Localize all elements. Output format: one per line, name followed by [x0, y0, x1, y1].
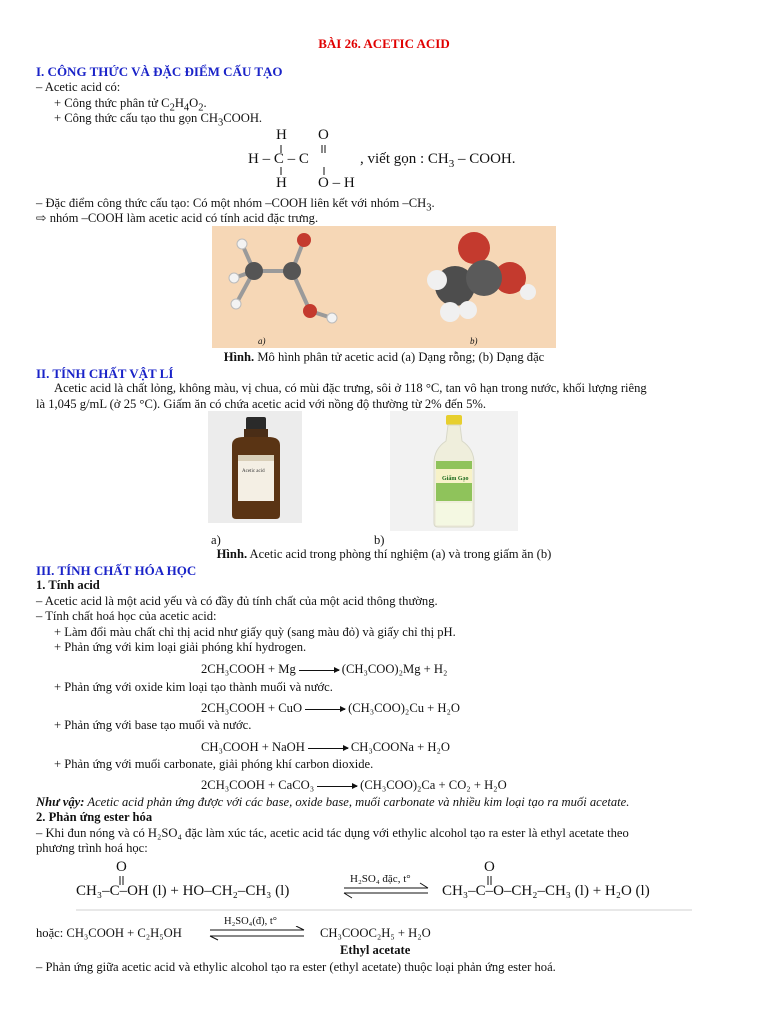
text-line: – Đặc điểm công thức cấu tạo: Có một nhóm –COOH liên kết với nhóm $-CH_3$.: [36, 196, 435, 214]
paragraph-line: Acetic acid là chất lỏng, không màu, vị chua, có mùi đặc trưng, sôi ở 118 °C, tan vô hạn trong nước, khối lượng riêng: [54, 381, 647, 395]
molecular-formula-line: + Công thức phân tử $C_2H_4O_2$.: [54, 96, 207, 114]
struct-o-top: O: [318, 127, 329, 143]
equation-3: CH₃COOH + NaOH CH₃COONa + H₂O: [201, 740, 450, 754]
figure-label-a: a): [211, 533, 221, 547]
lab-bottle-image: [208, 411, 302, 523]
subsection-heading: 2. Phản ứng ester hóa: [36, 810, 153, 824]
equation-4: 2CH₃COOH + CaCO₃ (CH₃COO)₂Ca + CO₂ + H₂O: [201, 778, 507, 792]
vinegar-bottle-illustration: [390, 411, 518, 531]
text-line: + Phản ứng với muối carbonate, giải phóng khí carbon dioxide.: [54, 757, 374, 771]
alt-products: CH₃COOC₂H₅ + H₂O: [320, 926, 431, 940]
struct-short: , viết gọn : $CH_3$ – COOH.: [360, 151, 516, 170]
text-line: – Acetic acid là một acid yếu và có đầy đủ tính chất của một acid thông thường.: [36, 594, 438, 608]
reactants: CH₃–C–OH (l) + HO–CH₂–CH₃ (l): [76, 883, 290, 899]
text-line: – Tính chất hoá học của acetic acid:: [36, 609, 217, 623]
text-line: – Acetic acid có:: [36, 80, 121, 94]
paragraph-line: phương trình hoá học:: [36, 841, 148, 855]
text-line: + Phản ứng với kim loại giải phóng khí hydrogen.: [54, 640, 307, 654]
figure-label-a: a): [258, 336, 266, 346]
conclusion-line: Như vậy: Acetic acid phản ứng được với các base, oxide base, muối carbonate và nhiều kim loại tạo ra muối acetate.: [36, 795, 630, 809]
struct-h-bot: H: [276, 175, 287, 191]
equation-1: 2CH₃COOH + Mg (CH₃COO)₂Mg + H₂: [201, 662, 448, 676]
vinegar-bottle-image: [390, 411, 518, 531]
products: CH₃–C–O–CH₂–CH₃ (l) + H₂O (l): [442, 883, 650, 899]
product-name: Ethyl acetate: [340, 943, 411, 957]
figure-caption: Hình. Acetic acid trong phòng thí nghiệm (a) và trong giấm ăn (b): [216, 547, 552, 561]
reaction-condition: H₂SO₄ đặc, t°: [350, 873, 411, 885]
subsection-heading: 1. Tính acid: [36, 578, 100, 592]
struct-oh: O – H: [318, 175, 355, 191]
struct-h-top: H: [276, 127, 287, 143]
figure-label-b: b): [470, 336, 478, 346]
alt-equilibrium-arrow: [208, 926, 308, 942]
condensed-formula-line: + Công thức cấu tạo thu gọn $CH_3COOH$.: [54, 111, 263, 129]
equation-2: 2CH₃COOH + CuO (CH₃COO)₂Cu + H₂O: [201, 701, 460, 715]
alt-condition: H₂SO₄(đ), t°: [224, 916, 277, 927]
page-title: BÀI 26. ACETIC ACID: [318, 36, 450, 51]
text-line: ⇨ nhóm –COOH làm acetic acid có tính acid đặc trưng.: [36, 211, 319, 225]
alt-reactants: hoặc: CH₃COOH + C₂H₅OH: [36, 926, 182, 940]
molecule-illustration: [212, 226, 556, 348]
text-line: + Phản ứng với oxide kim loại tạo thành muối và nước.: [54, 680, 333, 694]
lab-bottle-label: Acetic acid: [242, 469, 265, 474]
text-line: + Làm đổi màu chất chỉ thị acid như giấy quỳ (sang màu đỏ) và giấy chỉ thị pH.: [54, 625, 456, 639]
section-3-heading: III. TÍNH CHẤT HÓA HỌC: [36, 563, 197, 578]
text-line: – Phản ứng giữa acetic acid và ethylic alcohol tạo ra ester (ethyl acetate) thuộc loại phản ứng ester hoá.: [36, 960, 556, 974]
esterification-equation: [76, 858, 692, 912]
carbonyl-o-right: O: [484, 859, 495, 875]
carbonyl-o-left: O: [116, 859, 127, 875]
section-2-heading: II. TÍNH CHẤT VẬT LÍ: [36, 366, 174, 381]
text-line: + Phản ứng với base tạo muối và nước.: [54, 718, 252, 732]
molecule-model-figure: [212, 226, 556, 348]
paragraph-line: – Khi đun nóng và có H₂SO₄ đặc làm xúc tác, acetic acid tác dụng với ethylic alcohol tạo ra ester là ethyl acetate theo: [36, 826, 629, 840]
paragraph-line: là 1,045 g/mL (ở 25 °C). Giấm ăn có chứa acetic acid với nồng độ thường từ 2% đến 5%.: [36, 397, 487, 411]
figure-caption: Hình. Mô hình phân tử acetic acid (a) Dạng rỗng; (b) Dạng đặc: [223, 350, 545, 364]
figure-label-b: b): [374, 533, 385, 547]
struct-row: H – C – C: [248, 151, 309, 167]
vinegar-label: Giấm Gạo: [442, 476, 469, 482]
section-1-heading: I. CÔNG THỨC VÀ ĐẶC ĐIỂM CẤU TẠO: [36, 64, 283, 79]
